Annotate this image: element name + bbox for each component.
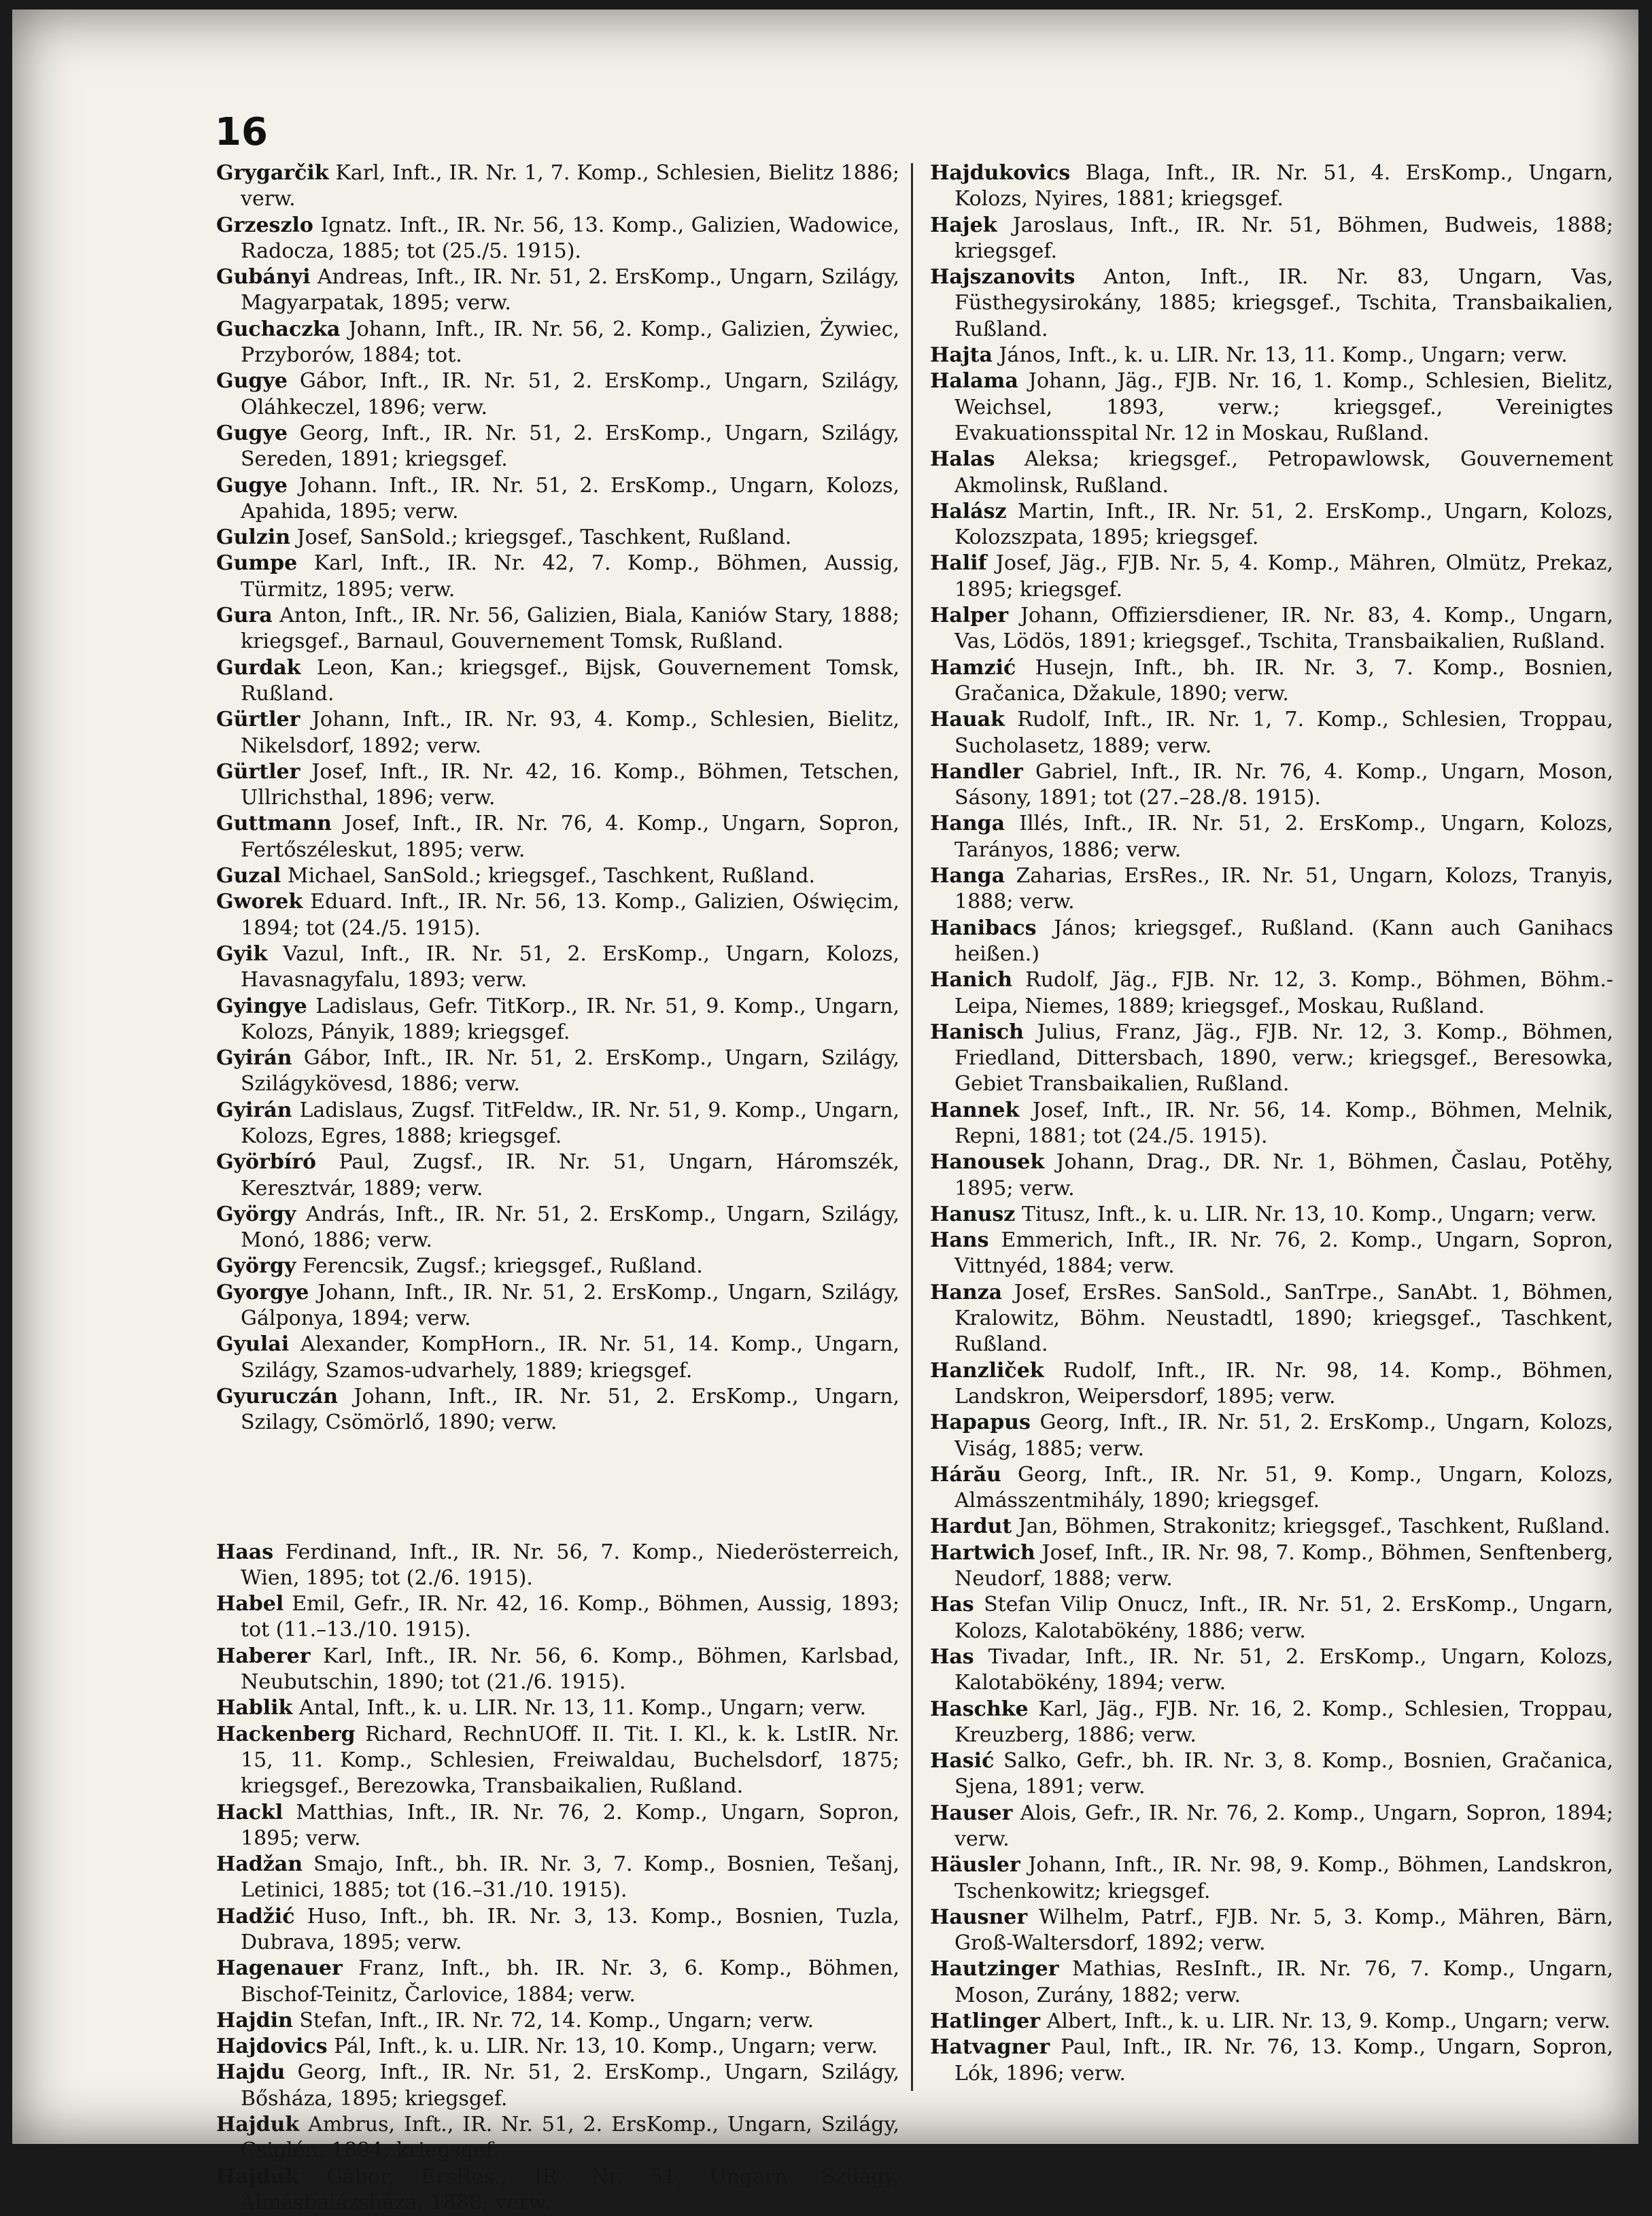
page-number: 16 (215, 110, 268, 154)
entry-surname: Has (930, 1593, 974, 1617)
entry-details: Salko, Gefr., bh. IR. Nr. 3, 8. Komp., Bosnien, Gračanica, Sjena, 1891; verw. (954, 1749, 1613, 1799)
register-entry (216, 1904, 899, 1956)
entry-details: Huso, Inft., bh. IR. Nr. 3, 13. Komp., Bosnien, Tuzla, Dubrava, 1895; verw. (241, 1904, 899, 1954)
entry-surname: Gulzin (216, 525, 291, 550)
entry-details: Johann, Jäg., FJB. Nr. 16, 1. Komp., Schlesien, Bielitz, Weichsel, 1893, verw.; kriegsgef., Vereinigtes Evakuationsspital Nr. 12 in Moskau, Rußland. (954, 369, 1613, 445)
register-entry (930, 343, 1613, 368)
register-entry (216, 2034, 899, 2060)
entry-details: Gábor, ErsRes., IR. Nr. 51, Ungarn, Szilágy, Almásbalázsháza, 1888; verw. (241, 2164, 899, 2215)
register-entry (930, 1644, 1613, 1697)
entry-surname: Hanga (930, 864, 1005, 888)
entry-details: Julius, Franz, Jäg., FJB. Nr. 12, 3. Komp., Böhmen, Friedland, Dittersbach, 1890, verw.; kriegsgef., Beresowka, Gebiet Transbaikalien, Rußland. (954, 1020, 1613, 1096)
entry-details: Karl, Inft., IR. Nr. 42, 7. Komp., Böhmen, Aussig, Türmitz, 1895; verw. (241, 551, 899, 602)
entry-details: Ignatz. Inft., IR. Nr. 56, 13. Komp., Galizien, Wadowice, Radocza, 1885; tot (25./5. 1915). (241, 213, 899, 263)
register-entry (930, 264, 1613, 343)
register-entry (930, 1801, 1613, 1853)
entry-details: Pál, Inft., k. u. LIR. Nr. 13, 10. Komp., Ungarn; verw. (334, 2035, 878, 2059)
right-column (930, 160, 1613, 2087)
entry-surname: Gura (216, 604, 273, 628)
entry-surname: Hatvagner (930, 2035, 1050, 2060)
entry-surname: Hans (930, 1228, 989, 1253)
register-entry (930, 499, 1613, 551)
entry-surname: Hajdukovics (930, 161, 1071, 185)
entry-details: Rudolf, Inft., IR. Nr. 98, 14. Komp., Böhmen, Landskron, Weipersdorf, 1895; verw. (954, 1358, 1613, 1408)
entry-surname: Hasić (930, 1749, 995, 1773)
register-entry (930, 1592, 1613, 1644)
register-entry (930, 655, 1613, 708)
register-entry (930, 160, 1613, 213)
entry-details: Johann, Inft., IR. Nr. 56, 2. Komp., Galizien, Żywiec, Przyborów, 1884; tot. (241, 317, 899, 368)
register-entry (930, 1228, 1613, 1280)
entry-surname: Hardut (930, 1514, 1012, 1539)
entry-details: Gábor, Inft., IR. Nr. 51, 2. ErsKomp., Ungarn, Szilágy, Oláhkeczel, 1896; verw. (241, 369, 899, 419)
register-entry (930, 447, 1613, 499)
register-entry (930, 1358, 1613, 1410)
entry-surname: Haschke (930, 1697, 1029, 1721)
entry-surname: Hajduk (216, 2113, 300, 2137)
register-entry (216, 2008, 899, 2034)
register-entry (930, 759, 1613, 812)
entry-surname: Hackenberg (216, 1722, 356, 1746)
register-entry (930, 551, 1613, 603)
register-entry (216, 1540, 899, 1592)
entry-surname: Hapapus (930, 1410, 1031, 1435)
entry-surname: Hajdin (216, 2008, 293, 2032)
entry-surname: Gyorgye (216, 1280, 309, 1304)
register-entry (216, 2112, 899, 2164)
register-entry (216, 603, 899, 655)
entry-surname: Hadžan (216, 1852, 303, 1877)
register-entry (930, 213, 1613, 265)
entry-details: Smajo, Inft., bh. IR. Nr. 3, 7. Komp., Bosnien, Tešanj, Letinici, 1885; tot (16.–31./10. 1915). (241, 1852, 899, 1903)
entry-details: Rudolf, Inft., IR. Nr. 1, 7. Komp., Schlesien, Troppau, Sucholasetz, 1889; verw. (954, 708, 1613, 758)
entry-surname: György (216, 1202, 296, 1226)
entry-surname: Hajek (930, 213, 997, 237)
entry-surname: Hanibacs (930, 916, 1037, 940)
entry-surname: Gubányi (216, 265, 311, 290)
entry-details: Gabriel, Inft., IR. Nr. 76, 4. Komp., Ungarn, Moson, Sásony, 1891; tot (27.–28./8. 1915). (954, 759, 1613, 810)
entry-details: Anton, Inft., IR. Nr. 83, Ungarn, Vas, Füsthegysirokány, 1885; kriegsgef., Tschita, Transbaikalien, Rußland. (954, 265, 1613, 341)
register-entry (930, 1905, 1613, 1957)
entry-surname: Guttmann (216, 812, 332, 836)
register-entry (930, 1748, 1613, 1801)
register-entry (216, 1098, 899, 1150)
entry-details: Husejn, Inft., bh. IR. Nr. 3, 7. Komp., Bosnien, Gračanica, Džakule, 1890; verw. (954, 655, 1613, 706)
entry-details: Josef, Inft., IR. Nr. 98, 7. Komp., Böhmen, Senftenberg, Neudorf, 1888; verw. (954, 1540, 1613, 1591)
register-entry (216, 1332, 899, 1384)
entry-surname: Hajdovics (216, 2035, 328, 2059)
entry-surname: Gurdak (216, 655, 301, 680)
entry-details: Johann, Offiziersdiener, IR. Nr. 83, 4. Komp., Ungarn, Vas, Lödös, 1891; kriegsgef., Tschita, Transbaikalien, Rußland. (954, 604, 1613, 654)
entry-surname: Hanich (930, 968, 1013, 992)
register-entry (216, 1800, 899, 1852)
entry-details: Josef, Inft., IR. Nr. 56, 14. Komp., Böhmen, Melnik, Repni, 1881; tot (24./5. 1915). (954, 1098, 1613, 1148)
entry-surname: Grygarčik (216, 161, 329, 185)
entry-details: Paul, Inft., IR. Nr. 76, 13. Komp., Ungarn, Sopron, Lók, 1896; verw. (954, 2035, 1613, 2085)
entry-details: János; kriegsgef., Rußland. (Kann auch Ganihacs heißen.) (954, 916, 1613, 966)
entry-surname: Gugye (216, 421, 288, 445)
entry-surname: Hartwich (930, 1540, 1035, 1565)
entry-details: Illés, Inft., IR. Nr. 51, 2. ErsKomp., Ungarn, Kolozs, Tarányos, 1886; verw. (954, 812, 1613, 862)
register-entry (216, 2164, 899, 2216)
entry-details: Ambrus, Inft., IR. Nr. 51, 2. ErsKomp., Ungarn, Szilágy, Csiglén, 1894; kriegsgef. (241, 2113, 899, 2163)
register-entry (930, 1410, 1613, 1462)
register-entry (930, 811, 1613, 863)
entry-details: Martin, Inft., IR. Nr. 51, 2. ErsKomp., Ungarn, Kolozs, Kolozszpata, 1895; kriegsgef. (954, 499, 1613, 550)
entry-details: Ferdinand, Inft., IR. Nr. 56, 7. Komp., Niederösterreich, Wien, 1895; tot (2./6. 1915). (241, 1540, 899, 1590)
entry-details: Johann. Inft., IR. Nr. 51, 2. ErsKomp., Ungarn, Kolozs, Apahida, 1895; verw. (241, 473, 899, 523)
register-entry (216, 759, 899, 812)
register-entry (216, 707, 899, 759)
register-entry (216, 941, 899, 994)
register-entry (216, 1852, 899, 1904)
entry-details: Alois, Gefr., IR. Nr. 76, 2. Komp., Ungarn, Sopron, 1894; verw. (954, 1801, 1613, 1851)
register-entry (930, 1280, 1613, 1358)
register-entry (930, 368, 1613, 447)
register-entry (216, 863, 899, 889)
register-entry (216, 1253, 899, 1279)
entry-surname: Gyulai (216, 1332, 290, 1357)
entry-surname: Gürtler (216, 708, 300, 732)
entry-surname: Hanzliček (930, 1358, 1044, 1383)
register-entry (930, 1852, 1613, 1905)
register-entry (216, 160, 899, 213)
register-entry (930, 2035, 1613, 2087)
entry-surname: Hárău (930, 1462, 1001, 1487)
entry-surname: Hanousek (930, 1150, 1045, 1175)
register-entry (216, 2060, 899, 2112)
entry-surname: Hajdu (216, 2060, 286, 2085)
entry-details: Richard, RechnUOff. II. Tit. I. Kl., k. k. LstIR. Nr. 15, 11. Komp., Schlesien, Freiwaldau, Buchelsdorf, 1875; kriegsgef., Berezowka, Transbaikalien, Rußland. (241, 1722, 899, 1799)
entry-details: Josef, ErsRes. SanSold., SanTrpe., SanAbt. 1, Böhmen, Kralowitz, Böhm. Neustadtl, 1890; kriegsgef., Taschkent, Rußland. (954, 1280, 1613, 1357)
entry-details: Karl, Inft., IR. Nr. 1, 7. Komp., Schlesien, Bielitz 1886; verw. (241, 161, 899, 211)
entry-details: Emil, Gefr., IR. Nr. 42, 16. Komp., Böhmen, Aussig, 1893; tot (11.–13./10. 1915). (241, 1592, 899, 1642)
entry-details: Georg, Inft., IR. Nr. 51, 9. Komp., Ungarn, Kolozs, Almásszentmihály, 1890; kriegsgef. (954, 1462, 1613, 1513)
entry-details: Paul, Zugsf., IR. Nr. 51, Ungarn, Háromszék, Keresztvár, 1889; verw. (241, 1150, 899, 1200)
register-entry (216, 1956, 899, 2008)
register-entry (216, 1202, 899, 1254)
register-entry (216, 1644, 899, 1696)
register-entry (216, 1591, 899, 1644)
entry-surname: Hajduk (216, 2164, 300, 2189)
register-entry (216, 317, 899, 369)
register-entry (216, 889, 899, 941)
register-entry (216, 264, 899, 317)
register-entry (216, 1280, 899, 1332)
entry-surname: Halas (930, 447, 995, 472)
register-entry (930, 707, 1613, 759)
entry-details: Antal, Inft., k. u. LIR. Nr. 13, 11. Komp., Ungarn; verw. (298, 1696, 866, 1720)
register-entry (930, 1514, 1613, 1540)
entry-details: Wilhelm, Patrf., FJB. Nr. 5, 3. Komp., Mähren, Bärn, Groß-Waltersdorf, 1892; verw. (954, 1905, 1613, 1956)
entry-details: Johann, Inft., IR. Nr. 98, 9. Komp., Böhmen, Landskron, Tschenkowitz; kriegsgef. (954, 1853, 1613, 1903)
register-entry (216, 525, 899, 551)
entry-details: Karl, Inft., IR. Nr. 56, 6. Komp., Böhmen, Karlsbad, Neubutschin, 1890; tot (21./6. 1915). (241, 1644, 899, 1695)
entry-details: Franz, Inft., bh. IR. Nr. 3, 6. Komp., Böhmen, Bischof-Teinitz, Čarlovice, 1884; verw. (241, 1956, 899, 2007)
entry-details: Gábor, Inft., IR. Nr. 51, 2. ErsKomp., Ungarn, Szilágy, Szilágykövesd, 1886; verw. (241, 1046, 899, 1096)
entry-surname: Has (930, 1644, 974, 1669)
entry-surname: Haberer (216, 1644, 311, 1668)
entry-surname: Hajta (930, 343, 993, 368)
register-entry (930, 916, 1613, 968)
entry-details: Albert, Inft., k. u. LIR. Nr. 13, 9. Komp., Ungarn; verw. (1046, 2009, 1611, 2034)
entry-surname: Hanisch (930, 1020, 1024, 1044)
entry-surname: Gyirán (216, 1098, 292, 1122)
entry-surname: György (216, 1254, 296, 1279)
entry-surname: Habel (216, 1592, 284, 1616)
entry-details: Josef, SanSold.; kriegsgef., Taschkent, Rußland. (296, 525, 792, 550)
register-entry (216, 1384, 899, 1436)
entry-surname: Halama (930, 369, 1018, 394)
entry-details: Jaroslaus, Inft., IR. Nr. 51, Böhmen, Budweis, 1888; kriegsgef. (954, 213, 1613, 263)
register-entry (930, 2009, 1613, 2035)
register-entry (216, 421, 899, 473)
entry-surname: Hadžić (216, 1904, 295, 1928)
register-entry (216, 811, 899, 863)
register-entry (930, 1956, 1613, 2009)
entry-surname: Gyirán (216, 1046, 292, 1071)
entry-details: Emmerich, Inft., IR. Nr. 76, 2. Komp., Ungarn, Sopron, Vittnyéd, 1884; verw. (954, 1228, 1613, 1279)
entry-surname: Hablik (216, 1696, 293, 1720)
entry-details: Zaharias, ErsRes., IR. Nr. 51, Ungarn, Kolozs, Tranyis, 1888; verw. (954, 864, 1613, 914)
entry-details: Georg, Inft., IR. Nr. 51, 2. ErsKomp., Ungarn, Szilágy, Sereden, 1891; kriegsgef. (241, 421, 899, 472)
register-entry (216, 1695, 899, 1721)
register-entry (216, 473, 899, 525)
entry-surname: Györbíró (216, 1150, 317, 1175)
entry-surname: Hanusz (930, 1202, 1016, 1226)
register-entry (930, 1149, 1613, 1202)
entry-surname: Hanga (930, 812, 1005, 836)
register-entry (930, 1098, 1613, 1150)
entry-details: Johann, Inft., IR. Nr. 93, 4. Komp., Schlesien, Bielitz, Nikelsdorf, 1892; verw. (241, 708, 899, 758)
entry-surname: Hannek (930, 1098, 1020, 1122)
left-column (216, 160, 899, 2216)
entry-details: Johann, Drag., DR. Nr. 1, Böhmen, Časlau, Potěhy, 1895; verw. (954, 1150, 1613, 1200)
entry-details: Josef, Inft., IR. Nr. 76, 4. Komp., Ungarn, Sopron, Fertőszéleskut, 1895; verw. (241, 812, 900, 862)
entry-details: Ladislaus, Gefr. TitKorp., IR. Nr. 51, 9. Komp., Ungarn, Kolozs, Pányik, 1889; kriegsgef. (241, 994, 899, 1044)
entry-details: Matthias, Inft., IR. Nr. 76, 2. Komp., Ungarn, Sopron, 1895; verw. (241, 1800, 899, 1850)
section-gap (216, 1436, 899, 1540)
entry-surname: Hauser (930, 1801, 1013, 1825)
entry-details: Andreas, Inft., IR. Nr. 51, 2. ErsKomp., Ungarn, Szilágy, Magyarpatak, 1895; verw. (241, 265, 899, 315)
entry-surname: Halif (930, 551, 987, 576)
register-entry (216, 551, 899, 603)
entry-details: Stefan Vilip Onucz, Inft., IR. Nr. 51, 2. ErsKomp., Ungarn, Kolozs, Kalotabökény, 1886; verw. (954, 1593, 1613, 1643)
entry-details: Alexander, KompHorn., IR. Nr. 51, 14. Komp., Ungarn, Szilágy, Szamos-udvarhely, 1889; kriegsgef. (241, 1332, 899, 1383)
entry-details: Stefan, Inft., IR. Nr. 72, 14. Komp., Ungarn; verw. (299, 2008, 814, 2032)
register-entry (216, 213, 899, 265)
entry-details: Leon, Kan.; kriegsgef., Bijsk, Gouvernement Tomsk, Rußland. (241, 655, 899, 706)
entry-surname: Gumpe (216, 551, 298, 576)
scanned-page (12, 10, 1638, 2215)
entry-surname: Gugye (216, 369, 288, 394)
entry-surname: Guchaczka (216, 317, 341, 341)
register-entry (930, 1020, 1613, 1098)
entry-details: Ferencsik, Zugsf.; kriegsgef., Rußland. (302, 1254, 703, 1279)
entry-details: Titusz, Inft., k. u. LIR. Nr. 13, 10. Komp., Ungarn; verw. (1021, 1202, 1597, 1226)
entry-surname: Halász (930, 499, 1007, 523)
entry-details: Aleksa; kriegsgef., Petropawlowsk, Gouvernement Akmolinsk, Rußland. (954, 447, 1613, 498)
register-entry (930, 1202, 1613, 1228)
entry-surname: Handler (930, 759, 1023, 784)
entry-surname: Grzeszlo (216, 213, 313, 237)
entry-surname: Haas (216, 1540, 274, 1564)
entry-surname: Gyuruczán (216, 1384, 339, 1408)
entry-details: Karl, Jäg., FJB. Nr. 16, 2. Komp., Schlesien, Troppau, Kreuzberg, 1886; verw. (954, 1697, 1613, 1747)
register-entry (216, 994, 899, 1046)
entry-surname: Hausner (930, 1905, 1028, 1929)
entry-details: Georg, Inft., IR. Nr. 51, 2. ErsKomp., Ungarn, Kolozs, Viság, 1885; verw. (954, 1410, 1613, 1461)
column-divider (911, 163, 913, 2091)
entry-details: Anton, Inft., IR. Nr. 56, Galizien, Biala, Kaniów Stary, 1888; kriegsgef., Barnaul, Gouvernement Tomsk, Rußland. (241, 604, 899, 654)
register-entry (930, 1697, 1613, 1749)
register-entry (930, 1462, 1613, 1514)
entry-details: Blaga, Inft., IR. Nr. 51, 4. ErsKomp., Ungarn, Kolozs, Nyires, 1881; kriegsgef. (954, 161, 1613, 211)
register-entry (930, 1540, 1613, 1593)
entry-surname: Hamzić (930, 655, 1016, 680)
entry-surname: Hauak (930, 708, 1005, 732)
entry-surname: Hajszanovits (930, 265, 1075, 290)
entry-surname: Gürtler (216, 759, 300, 784)
register-entry (930, 863, 1613, 916)
register-entry (216, 1149, 899, 1202)
entry-surname: Hackl (216, 1800, 283, 1824)
entry-details: Johann, Inft., IR. Nr. 51, 2. ErsKomp., Ungarn, Szilágy, Gálponya, 1894; verw. (241, 1280, 899, 1331)
entry-surname: Hautzinger (930, 1957, 1059, 1981)
entry-details: Ladislaus, Zugsf. TitFeldw., IR. Nr. 51, 9. Komp., Ungarn, Kolozs, Egres, 1888; kriegsgef. (241, 1098, 899, 1148)
entry-details: Jan, Böhmen, Strakonitz; kriegsgef., Taschkent, Rußland. (1018, 1514, 1611, 1539)
entry-details: Johann, Inft., IR. Nr. 51, 2. ErsKomp., Ungarn, Szilagy, Csömörlő, 1890; verw. (241, 1384, 899, 1435)
entry-surname: Hatlinger (930, 2009, 1041, 2034)
entry-details: Josef, Inft., IR. Nr. 42, 16. Komp., Böhmen, Tetschen, Ullrichsthal, 1896; verw. (241, 759, 899, 810)
register-entry (930, 603, 1613, 655)
entry-details: András, Inft., IR. Nr. 51, 2. ErsKomp., Ungarn, Szilágy, Monó, 1886; verw. (241, 1202, 899, 1253)
entry-surname: Halper (930, 604, 1009, 628)
entry-surname: Gyik (216, 941, 268, 966)
register-entry (216, 655, 899, 708)
entry-details: János, Inft., k. u. LIR. Nr. 13, 11. Komp., Ungarn; verw. (999, 343, 1568, 368)
register-entry (930, 967, 1613, 1020)
entry-surname: Gugye (216, 473, 288, 498)
entry-details: Eduard. Inft., IR. Nr. 56, 13. Komp., Galizien, Oświęcim, 1894; tot (24./5. 1915). (241, 890, 899, 940)
entry-details: Tivadar, Inft., IR. Nr. 51, 2. ErsKomp., Ungarn, Kolozs, Kalotabökény, 1894; verw. (954, 1644, 1613, 1695)
entry-details: Georg, Inft., IR. Nr. 51, 2. ErsKomp., Ungarn, Szilágy, Bősháza, 1895; kriegsgef. (241, 2060, 899, 2111)
register-entry (216, 1722, 899, 1800)
entry-details: Michael, SanSold.; kriegsgef., Taschkent, Rußland. (287, 864, 815, 888)
entry-details: Mathias, ResInft., IR. Nr. 76, 7. Komp., Ungarn, Moson, Zurány, 1882; verw. (954, 1957, 1613, 2007)
entry-surname: Häusler (930, 1853, 1020, 1877)
register-entry (216, 1045, 899, 1098)
entry-surname: Guzal (216, 864, 281, 888)
entry-details: Josef, Jäg., FJB. Nr. 5, 4. Komp., Mähren, Olmütz, Prekaz, 1895; kriegsgef. (954, 551, 1613, 602)
register-entry (216, 368, 899, 421)
entry-surname: Gworek (216, 890, 303, 914)
entry-details: Vazul, Inft., IR. Nr. 51, 2. ErsKomp., Ungarn, Kolozs, Havasnagyfalu, 1893; verw. (241, 941, 899, 992)
entry-surname: Hanza (930, 1280, 1003, 1304)
entry-surname: Gyingye (216, 994, 307, 1018)
entry-surname: Hagenauer (216, 1956, 343, 1981)
entry-details: Rudolf, Jäg., FJB. Nr. 12, 3. Komp., Böhmen, Böhm.-Leipa, Niemes, 1889; kriegsgef., Moskau, Rußland. (954, 968, 1613, 1018)
